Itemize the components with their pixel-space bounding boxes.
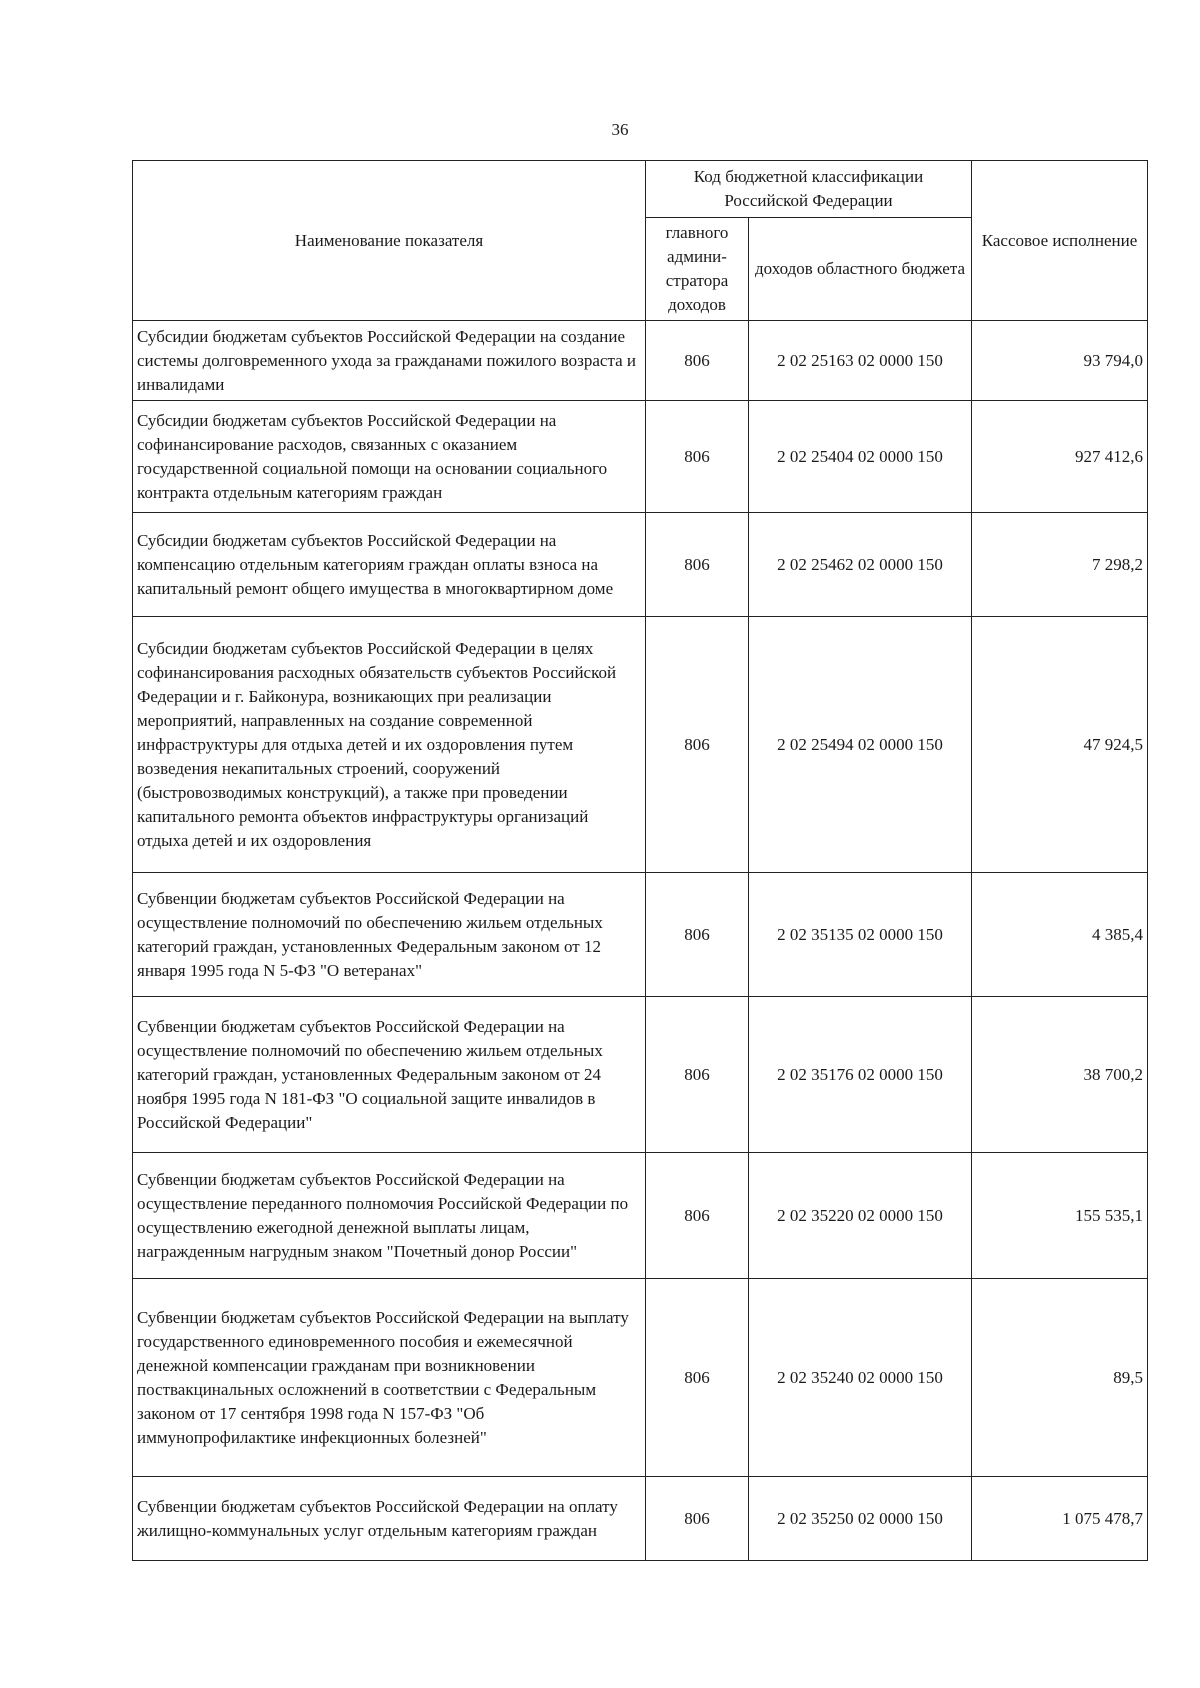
row-name-cell: Субвенции бюджетам субъектов Российской Федерации на оплату жилищно-коммунальных услуг отдельным категориям граждан bbox=[133, 1477, 646, 1561]
row-admin-cell: 806 bbox=[646, 873, 749, 997]
row-admin-cell: 806 bbox=[646, 617, 749, 873]
row-name-cell: Субсидии бюджетам субъектов Российской Федерации на создание системы долговременного ухода за гражданами пожилого возраста и инвалидами bbox=[133, 321, 646, 401]
header-name: Наименование показателя bbox=[133, 161, 646, 321]
table-row bbox=[133, 873, 1148, 997]
row-admin-cell: 806 bbox=[646, 401, 749, 513]
table-row bbox=[133, 401, 1148, 513]
row-code-cell: 2 02 35176 02 0000 150 bbox=[749, 997, 972, 1153]
row-sum-cell: 927 412,6 bbox=[972, 401, 1148, 513]
table-row bbox=[133, 513, 1148, 617]
row-admin-cell: 806 bbox=[646, 997, 749, 1153]
page-number: 36 bbox=[611, 120, 629, 139]
row-admin-cell: 806 bbox=[646, 1279, 749, 1477]
table-header bbox=[133, 161, 1148, 321]
row-admin-cell: 806 bbox=[646, 513, 749, 617]
table-body bbox=[133, 321, 1148, 1561]
row-sum-cell: 47 924,5 bbox=[972, 617, 1148, 873]
row-code-cell: 2 02 25462 02 0000 150 bbox=[749, 513, 972, 617]
row-admin-cell: 806 bbox=[646, 1477, 749, 1561]
table-row bbox=[133, 321, 1148, 401]
row-sum-cell: 7 298,2 bbox=[972, 513, 1148, 617]
row-admin-cell: 806 bbox=[646, 321, 749, 401]
row-name-cell: Субвенции бюджетам субъектов Российской Федерации на осуществление переданного полномочия Российской Федерации по осуществлению ежегодной денежной выплаты лицам, награжденным нагрудным знаком "Почетный донор России" bbox=[133, 1153, 646, 1279]
row-code-cell: 2 02 25163 02 0000 150 bbox=[749, 321, 972, 401]
row-code-cell: 2 02 25494 02 0000 150 bbox=[749, 617, 972, 873]
table-row bbox=[133, 617, 1148, 873]
row-name-cell: Субвенции бюджетам субъектов Российской Федерации на осуществление полномочий по обеспечению жильем отдельных категорий граждан, установленных Федеральным законом от 24 ноября 1995 года N 181-ФЗ "О социальной защите инвалидов в Российской Федерации" bbox=[133, 997, 646, 1153]
row-name-cell: Субвенции бюджетам субъектов Российской Федерации на осуществление полномочий по обеспечению жильем отдельных категорий граждан, установленных Федеральным законом от 12 января 1995 года N 5-ФЗ "О ветеранах" bbox=[133, 873, 646, 997]
row-name-cell: Субсидии бюджетам субъектов Российской Федерации на компенсацию отдельным категориям граждан оплаты взноса на капитальный ремонт общего имущества в многоквартирном доме bbox=[133, 513, 646, 617]
row-sum-cell: 93 794,0 bbox=[972, 321, 1148, 401]
row-sum-cell: 4 385,4 bbox=[972, 873, 1148, 997]
header-classification-group: Код бюджетной классификации Российской Федерации bbox=[646, 161, 972, 218]
row-name-cell: Субвенции бюджетам субъектов Российской Федерации на выплату государственного единовременного пособия и ежемесячной денежной компенсации гражданам при возникновении поствакцинальных осложнений в соответствии с Федеральным законом от 17 сентября 1998 года N 157-ФЗ "Об иммунопрофилактике инфекционных болезней" bbox=[133, 1279, 646, 1477]
row-code-cell: 2 02 35135 02 0000 150 bbox=[749, 873, 972, 997]
header-sum: Кассовое исполнение bbox=[972, 161, 1148, 321]
row-sum-cell: 155 535,1 bbox=[972, 1153, 1148, 1279]
table-row bbox=[133, 1279, 1148, 1477]
header-admin: главного админи-стратора доходов bbox=[646, 218, 749, 321]
budget-table bbox=[132, 160, 1148, 1561]
row-code-cell: 2 02 35240 02 0000 150 bbox=[749, 1279, 972, 1477]
header-code: доходов областного бюджета bbox=[749, 218, 972, 321]
row-name-cell: Субсидии бюджетам субъектов Российской Федерации в целях софинансирования расходных обязательств субъектов Российской Федерации и г. Байконура, возникающих при реализации мероприятий, направленных на создание современной инфраструктуры для отдыха детей и их оздоровления путем возведения некапитальных строений, сооружений (быстровозводимых конструкций), а также при проведении капитального ремонта объектов инфраструктуры организаций отдыха детей и их оздоровления bbox=[133, 617, 646, 873]
table-row bbox=[133, 1153, 1148, 1279]
row-sum-cell: 1 075 478,7 bbox=[972, 1477, 1148, 1561]
row-code-cell: 2 02 35220 02 0000 150 bbox=[749, 1153, 972, 1279]
row-code-cell: 2 02 35250 02 0000 150 bbox=[749, 1477, 972, 1561]
row-code-cell: 2 02 25404 02 0000 150 bbox=[749, 401, 972, 513]
table-row bbox=[133, 1477, 1148, 1561]
row-sum-cell: 38 700,2 bbox=[972, 997, 1148, 1153]
row-admin-cell: 806 bbox=[646, 1153, 749, 1279]
table-row bbox=[133, 997, 1148, 1153]
row-sum-cell: 89,5 bbox=[972, 1279, 1148, 1477]
row-name-cell: Субсидии бюджетам субъектов Российской Федерации на софинансирование расходов, связанных с оказанием государственной социальной помощи на основании социального контракта отдельным категориям граждан bbox=[133, 401, 646, 513]
